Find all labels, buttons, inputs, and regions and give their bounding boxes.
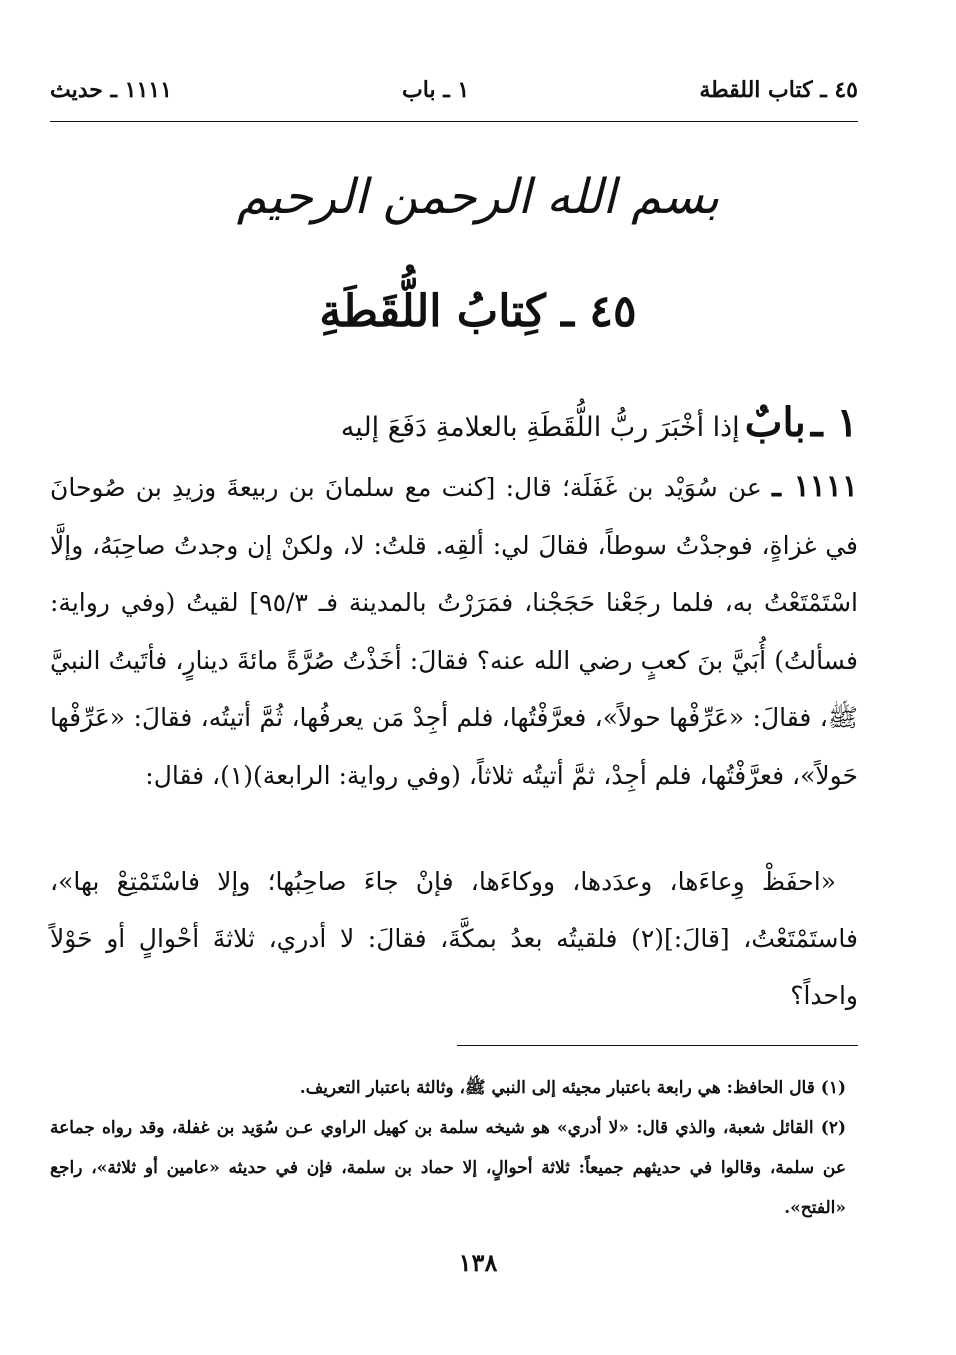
chapter-number: ١ ـ <box>810 399 858 446</box>
footnote-1: (١) قال الحافظ: هي رابعة باعتبار مجيئه إلى النبي ﷺ، وثالثة باعتبار التعريف. <box>299 1078 846 1098</box>
running-header <box>50 70 858 110</box>
footnotes <box>50 1068 858 1228</box>
hadith-paragraph <box>50 458 858 804</box>
header-chapter-label: ١ ـ باب <box>402 77 470 103</box>
page-number: ١٣٨ <box>458 1248 498 1277</box>
book-title: ٤٥ ـ كِتابُ اللُّقَطَةِ <box>319 286 637 337</box>
header-book-label: ٤٥ ـ كتاب اللقطة <box>699 77 858 103</box>
hadith-text: عن سُوَيْد بن غَفَلَة؛ قال: [كنت مع سلمانَ بن ربيعةَ وزيدِ بن صُوحانَ في غزاةٍ، فوجدْتُ سوطاً، فقالَ لي: ألقِه. قلتُ: لا، ولكنْ إن وجدتُ صاحِبَهُ، وإلَّا اسْتَمْتَعْتُ به، فلما رجَعْنا حَجَجْنا، فمَرَرْتُ بالمدينة فـ ٩٥/٣] لقيتُ (وفي رواية: فسألتُ) أُبَيَّ بنَ كعبٍ رضي الله عنه؟ فقالَ: أخَذْتُ صُرَّةً مائةَ دينارٍ، فأتَيتُ النبيَّ ﷺ، فقالَ: «عَرِّفْها حولاً»، فعرَّفْتُها، فلم أجِدْ مَن يعرفُها، ثُمَّ أتيتُه، فقالَ: «عَرِّفْها حَولاً»، فعرَّفْتُها، فلم أجِدْ، ثمَّ أتيتُه ثلاثاً، (وفي رواية: الرابعة)(١)، فقال: <box>50 473 858 790</box>
chapter-heading <box>60 395 858 459</box>
chapter-title-text: إذا أخْبَرَ ربُّ اللُّقَطَةِ بالعلامةِ دَفَعَ إليه <box>340 412 740 443</box>
footnote-2: (٢) القائل شعبة، والذي قال: «لا أدري» هو شيخه سلمة بن كهيل الراوي عـن سُوَيد بن غفلة، وقد رواه جماعة عن سلمة، وقالوا في حديثهم جميعاً: ثلاثة أحوالٍ، إلا حماد بن سلمة، فإن في حديثه «عامين أو ثلاثة»، راجع «الفتح». <box>50 1118 846 1218</box>
hadith-quote-paragraph: «احفَظْ وِعاءَها، وعدَدها، ووكاءَها، فإنْ جاءَ صاحِبُها؛ وإلا فاسْتَمْتِعْ بها»، فاستَمْتَعْتُ، [قالَ:](٢) فلقيتُه بعدُ بمكَّةَ، فقالَ: لا أدري، ثلاثةَ أحْوالٍ أو حَوْلاً واحداً؟ <box>50 867 858 1010</box>
header-divider <box>50 121 858 122</box>
header-hadith-label: ١١١١ ـ حديث <box>50 77 172 103</box>
footnote-divider <box>457 1045 858 1046</box>
basmala-calligraphy: بسم الله الرحمن الرحيم <box>236 169 720 225</box>
hadith-number: ١١١١ ـ <box>772 469 859 504</box>
chapter-label: بابٌ <box>744 399 806 446</box>
